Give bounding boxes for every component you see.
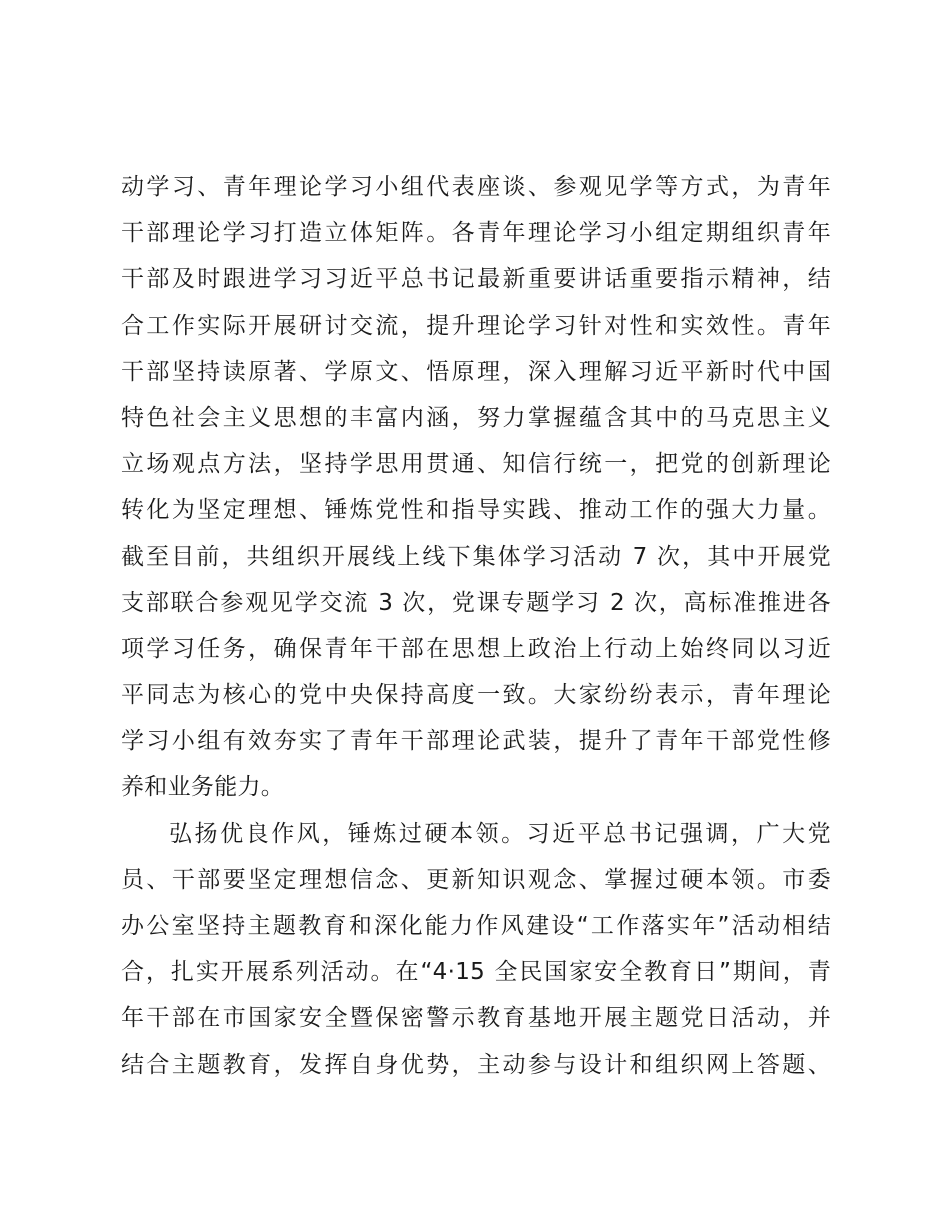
text-line: 员、干部要坚定理想信念、更新知识观念、掌握过硬本领。市委	[121, 866, 831, 893]
text-line: 转化为坚定理想、锤炼党性和指导实践、推动工作的强大力量。	[121, 497, 831, 524]
text-line: 支部联合参观见学交流 3 次，党课专题学习 2 次，高标准推进各	[121, 589, 831, 616]
text-line: 项学习任务，确保青年干部在思想上政治上行动上始终同以习近	[121, 635, 831, 662]
text-line: 立场观点方法，坚持学思用贯通、知信行统一，把党的创新理论	[121, 451, 831, 478]
text-line: 学习小组有效夯实了青年干部理论武装，提升了青年干部党性修	[121, 728, 831, 755]
text-line: 合工作实际开展研讨交流，提升理论学习针对性和实效性。青年	[121, 312, 831, 339]
text-line: 干部及时跟进学习习近平总书记最新重要讲话重要指示精神，结	[121, 266, 831, 293]
text-line: 干部理论学习打造立体矩阵。各青年理论学习小组定期组织青年	[121, 220, 831, 247]
text-line: 结合主题教育，发挥自身优势，主动参与设计和组织网上答题、	[121, 1051, 831, 1078]
text-line: 截至目前，共组织开展线上线下集体学习活动 7 次，其中开展党	[121, 543, 831, 570]
text-line: 养和业务能力。	[121, 774, 285, 801]
text-line: 弘扬优良作风，锤炼过硬本领。习近平总书记强调，广大党	[169, 820, 831, 847]
text-line: 动学习、青年理论学习小组代表座谈、参观见学等方式，为青年	[121, 174, 831, 200]
text-line: 特色社会主义思想的丰富内涵，努力掌握蕴含其中的马克思主义	[121, 404, 831, 431]
text-line: 合，扎实开展系列活动。在“4·15 全民国家安全教育日”期间，青	[121, 959, 831, 986]
paragraph-work-style	[121, 811, 831, 1088]
text-line: 平同志为核心的党中央保持高度一致。大家纷纷表示，青年理论	[121, 682, 831, 709]
text-line: 干部坚持读原著、学原文、悟原理，深入理解习近平新时代中国	[121, 358, 831, 385]
document-body	[121, 164, 831, 1088]
paragraph-theory-study	[121, 164, 831, 811]
text-line: 办公室坚持主题教育和深化能力作风建设“工作落实年”活动相结	[121, 913, 831, 939]
text-line: 年干部在市国家安全暨保密警示教育基地开展主题党日活动，并	[121, 1005, 831, 1032]
